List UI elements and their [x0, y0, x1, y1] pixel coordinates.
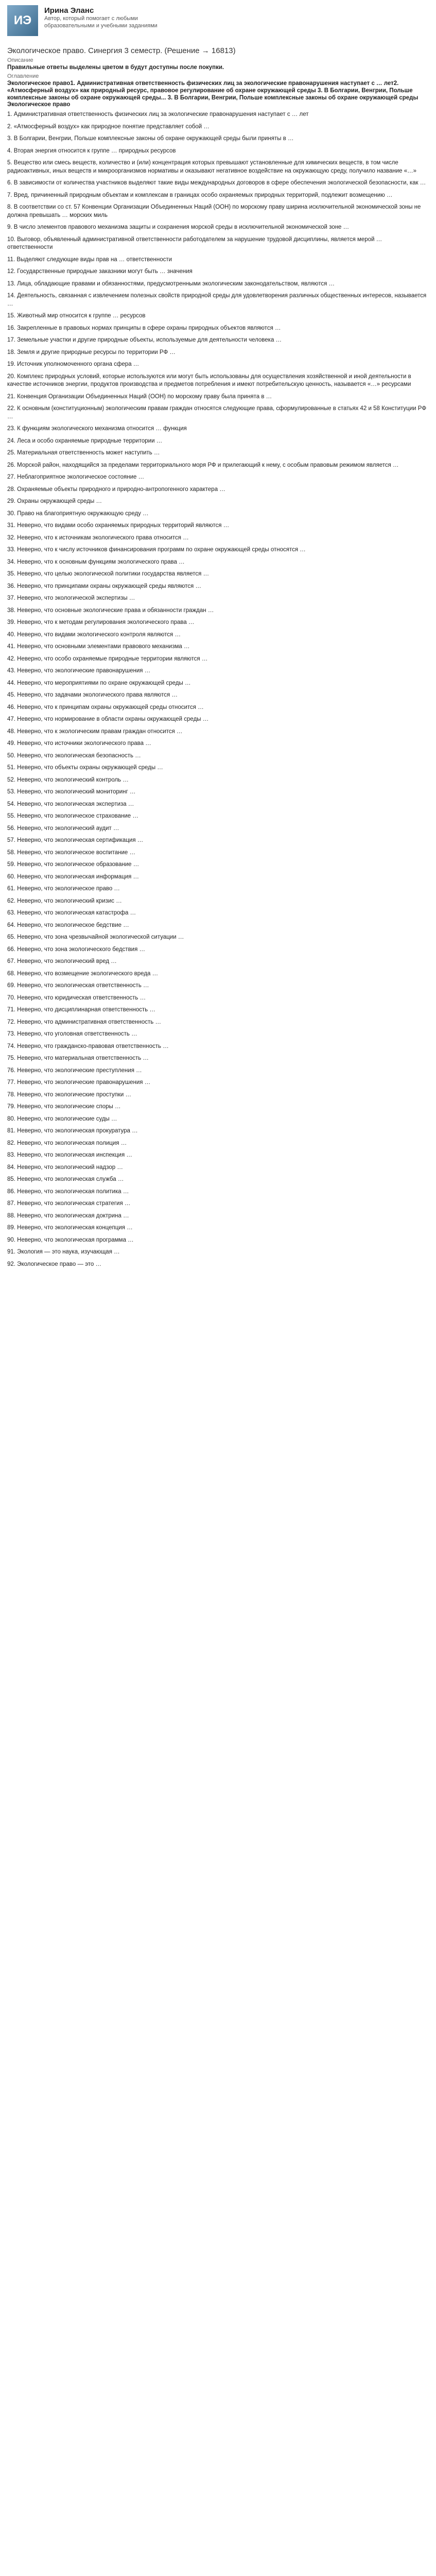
question-item: 7. Вред, причиненный природным объектам и комплексам в границах особо охраняемых природных территорий, подлежит возмещению … — [7, 192, 393, 198]
question-item: 84. Неверно, что экологический надзор … — [7, 1164, 123, 1171]
question-item: 22. К основным (конституционным) экологическим правам граждан относятся следующие права, сформулированные в статьях 42 и 58 Конституции РФ … — [7, 405, 427, 420]
author-header — [7, 5, 429, 36]
question-item: 16. Закрепленные в правовых нормах принципы в сфере охраны природных объектов являются … — [7, 325, 281, 331]
question-item: 91. Экология — это наука, изучающая … — [7, 1249, 120, 1255]
toc-subtitle: Экологическое право — [7, 101, 71, 108]
question-item: 81. Неверно, что экологическая прокуратура … — [7, 1128, 138, 1134]
question-item: 44. Неверно, что мероприятиями по охране окружающей среды … — [7, 680, 191, 686]
question-item: 2. «Атмосферный воздух» как природное понятие представляет собой … — [7, 123, 210, 130]
question-item: 20. Комплекс природных условий, которые используются или могут быть использованы для осуществления хозяйственной и иной деятельности в качестве источников энергии, продуктов производства и предметов потребления и имеют потребительскую ценность, называется «…» ресурсами — [7, 373, 411, 387]
toc-title: Экологическое право1. Административная ответственность физических лиц за экологические правонарушения наступает с … лет2. «Атмосферный воздух» как природный ресурс, правовое регулирование об охране окружающей среды 3. В Болгарии, Венгрии, Польше комплексные законы об охране окружающей среды... 3. В Болгарии, Венгрии, Польше комплексные законы об охране окружающей среды — [7, 80, 418, 101]
question-item: 86. Неверно, что экологическая политика … — [7, 1188, 129, 1195]
question-item: 72. Неверно, что административная ответственность … — [7, 1019, 161, 1025]
question-item: 4. Вторая энергия относится к группе … природных ресурсов — [7, 147, 176, 154]
question-item: 70. Неверно, что юридическая ответственность … — [7, 994, 146, 1001]
question-item: 53. Неверно, что экологический мониторинг … — [7, 789, 136, 795]
question-item: 59. Неверно, что экологическое образование … — [7, 861, 139, 868]
question-item: 67. Неверно, что экологический вред … — [7, 958, 117, 964]
question-item: 54. Неверно, что экологическая экспертиза … — [7, 801, 134, 807]
question-item: 74. Неверно, что гражданско-правовая ответственность … — [7, 1043, 169, 1049]
question-item: 21. Конвенция Организации Объединенных Наций (ООН) по морскому праву была принята в … — [7, 393, 272, 400]
question-item: 27. Неблагоприятное экологическое состояние … — [7, 474, 145, 480]
question-item: 33. Неверно, что к числу источников финансирования программ по охране окружающей среды относятся … — [7, 547, 306, 553]
question-item: 23. К функциям экологического механизма относится … функция — [7, 426, 187, 432]
question-item: 68. Неверно, что возмещение экологического вреда … — [7, 970, 159, 977]
description-text: Правильные ответы выделены цветом в будут доступны после покупки. — [7, 64, 224, 71]
question-item: 3. В Болгарии, Венгрии, Польше комплексные законы об охране окружающей среды были приняты в … — [7, 135, 294, 142]
question-item: 10. Выговор, объявленный административной ответственности работодателем за нарушение трудовой дисциплины, является мерой … ответственности — [7, 236, 382, 250]
question-item: 92. Экологическое право — это … — [7, 1261, 102, 1267]
question-item: 9. В число элементов правового механизма защиты и сохранения морской среды в исключительной экономической зоне … — [7, 224, 350, 230]
question-item: 26. Морской район, находящийся за пределами территориального моря РФ и прилегающий к нему, с особым правовым режимом является … — [7, 462, 399, 468]
question-item: 66. Неверно, что зона экологического бедствия … — [7, 946, 146, 953]
question-item: 14. Деятельность, связанная с извлечением полезных свойств природной среды для удовлетворения различных общественных интересов, называется … — [7, 293, 427, 307]
question-item: 83. Неверно, что экологическая инспекция … — [7, 1152, 132, 1158]
question-item: 38. Неверно, что основные экологические права и обязанности граждан … — [7, 607, 214, 614]
question-item: 65. Неверно, что зона чрезвычайной экологической ситуации … — [7, 934, 184, 940]
question-item: 18. Земля и другие природные ресурсы по территории РФ … — [7, 349, 176, 355]
question-list — [7, 111, 429, 1268]
question-item: 36. Неверно, что принципами охраны окружающей среды являются … — [7, 583, 201, 589]
question-item: 71. Неверно, что дисциплинарная ответственность … — [7, 1007, 155, 1013]
description-label: Описание — [7, 57, 33, 63]
question-item: 48. Неверно, что к экологическим правам граждан относится … — [7, 728, 183, 735]
question-item: 51. Неверно, что объекты охраны окружающей среды … — [7, 765, 163, 771]
question-item: 19. Источник уполномоченного органа сфера … — [7, 361, 139, 367]
question-item: 63. Неверно, что экологическая катастрофа … — [7, 910, 136, 916]
question-item: 29. Охраны окружающей среды … — [7, 498, 102, 504]
question-item: 1. Административная ответственность физических лиц за экологические правонарушения наступает с … лет — [7, 111, 309, 117]
question-item: 85. Неверно, что экологическая служба … — [7, 1176, 124, 1182]
author-name[interactable]: Ирина Эланс — [44, 6, 94, 15]
question-item: 24. Леса и особо охраняемые природные территории … — [7, 437, 163, 444]
question-item: 78. Неверно, что экологические проступки … — [7, 1091, 132, 1098]
author-block — [44, 5, 178, 29]
question-item: 79. Неверно, что экологические споры … — [7, 1104, 121, 1110]
question-item: 82. Неверно, что экологическая полиция … — [7, 1140, 127, 1146]
question-item: 64. Неверно, что экологическое бедствие … — [7, 922, 129, 928]
question-item: 30. Право на благоприятную окружающую среду … — [7, 510, 149, 517]
question-item: 41. Неверно, что основными элементами правового механизма … — [7, 643, 190, 650]
question-item: 37. Неверно, что экологической экспертизы … — [7, 595, 135, 601]
question-item: 49. Неверно, что источники экологического права … — [7, 740, 151, 747]
question-item: 5. Вещество или смесь веществ, количество и (или) концентрация которых превышают установленные для химических веществ, в том числе радиоактивных, иных веществ и микроорганизмов нормативы и оказывают негативное воздействие на окружающую среду, получило название «…» — [7, 160, 417, 174]
question-item: 47. Неверно, что нормирование в области охраны окружающей среды … — [7, 716, 209, 722]
question-item: 32. Неверно, что к источникам экологического права относится … — [7, 534, 189, 541]
question-item: 77. Неверно, что экологические правонарушения … — [7, 1079, 151, 1086]
question-item: 39. Неверно, что к методам регулирования экологического права … — [7, 619, 195, 625]
question-item: 46. Неверно, что к принципам охраны окружающей среды относится … — [7, 704, 204, 710]
toc-label: Оглавление — [7, 73, 39, 79]
question-item: 35. Неверно, что целью экологической политики государства является … — [7, 571, 210, 577]
question-item: 12. Государственные природные заказники могут быть … значения — [7, 268, 193, 275]
question-item: 80. Неверно, что экологические суды … — [7, 1115, 117, 1122]
question-item: 43. Неверно, что экологические правонарушения … — [7, 668, 151, 674]
question-item: 6. В зависимости от количества участников выделяют такие виды международных договоров в сфере обеспечения экологической безопасности, как … — [7, 180, 426, 186]
question-item: 55. Неверно, что экологическое страхование … — [7, 813, 138, 819]
question-item: 62. Неверно, что экологический кризис … — [7, 897, 122, 904]
question-item: 42. Неверно, что особо охраняемые природные территории являются … — [7, 655, 208, 662]
question-item: 52. Неверно, что экологический контроль … — [7, 776, 129, 783]
question-item: 58. Неверно, что экологическое воспитание … — [7, 849, 135, 856]
question-item: 56. Неверно, что экологический аудит … — [7, 825, 119, 832]
question-item: 87. Неверно, что экологическая стратегия … — [7, 1200, 131, 1207]
question-item: 73. Неверно, что уголовная ответственность … — [7, 1031, 137, 1037]
question-item: 13. Лица, обладающие правами и обязанностями, предусмотренными экологическим законодательством, являются … — [7, 280, 335, 287]
question-item: 75. Неверно, что материальная ответственность … — [7, 1055, 149, 1061]
avatar[interactable]: ИЭ — [7, 5, 38, 36]
question-item: 89. Неверно, что экологическая концепция … — [7, 1225, 133, 1231]
author-description: Автор, который помогает с любыми образовательными и учебными заданиями — [44, 15, 158, 29]
question-item: 90. Неверно, что экологическая программа … — [7, 1236, 134, 1243]
question-item: 17. Земельные участки и другие природные объекты, используемые для деятельности человека … — [7, 337, 282, 343]
question-item: 45. Неверно, что задачами экологического права являются … — [7, 692, 178, 698]
question-item: 8. В соответствии со ст. 57 Конвенции Организации Объединенных Наций (ООН) по морскому праву ширина исключительной экономической зоны не должна превышать … морских миль — [7, 204, 421, 218]
question-item: 40. Неверно, что видами экологического контроля являются … — [7, 631, 181, 638]
question-item: 31. Неверно, что видами особо охраняемых природных территорий являются … — [7, 522, 230, 529]
question-item: 34. Неверно, что к основным функциям экологического права … — [7, 558, 185, 565]
question-item: 69. Неверно, что экологическая ответственность … — [7, 982, 149, 989]
question-item: 15. Животный мир относится к группе … ресурсов — [7, 313, 146, 319]
question-item: 76. Неверно, что экологические преступления … — [7, 1067, 142, 1074]
question-item: 28. Охраняемые объекты природного и природно-антропогенного характера … — [7, 486, 225, 493]
question-item: 50. Неверно, что экологическая безопасность … — [7, 752, 141, 759]
question-item: 88. Неверно, что экологическая доктрина … — [7, 1212, 129, 1219]
question-item: 57. Неверно, что экологическая сертификация … — [7, 837, 144, 843]
question-item: 61. Неверно, что экологическое право … — [7, 886, 120, 892]
question-item: 60. Неверно, что экологическая информация … — [7, 873, 139, 880]
question-item: 11. Выделяют следующие виды прав на … ответственности — [7, 256, 172, 263]
document-title: Экологическое право. Синергия 3 семестр. (Решение → 16813) — [7, 46, 236, 55]
question-item: 25. Материальная ответственность может наступить … — [7, 450, 160, 456]
